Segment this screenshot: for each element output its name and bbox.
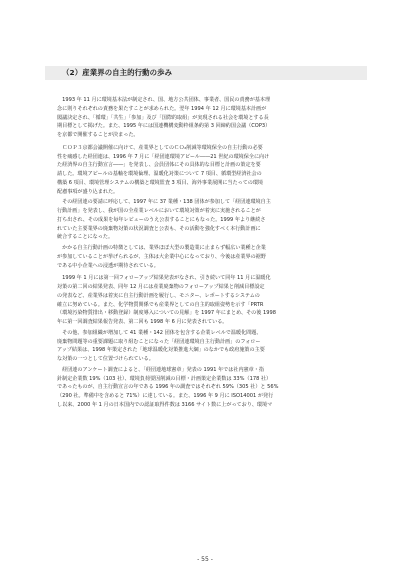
paragraph-line: た経済界の自主行動宣言――」を発表し、会員団体にその具体的な目標と計画の策定を要 — [57, 162, 261, 169]
paragraph — [57, 198, 375, 242]
paragraph-line: 統合することになった。 — [57, 234, 114, 241]
paragraph-line: アップ結果は、1998 年策定された「地球温暖化対策推進大綱」のなかでも政府施策の主要 — [57, 347, 265, 354]
paragraph — [57, 144, 375, 197]
paragraph-line: ＣＯＰ３京都会議開催に向けて、産業界としてのＣＯ₂削減等環境保全の自主行動の必要 — [57, 144, 263, 151]
paragraph-line: 針制定企業数 19%（103 社）、環境負荷要因削減の目標・計画策定企業数は 33%（178 社） — [57, 375, 272, 382]
paragraph-line: 閣議決定され、「循環」「共生」「参加」及び「国際的取組」が実現される社会を環境とする長 — [57, 114, 269, 121]
paragraph — [57, 96, 375, 140]
paragraph — [57, 274, 375, 327]
document-body — [57, 96, 375, 410]
paragraph-line: が参加していることが挙げられるが、主体は大企業中心になっており、今後は産業界の裾野 — [57, 253, 266, 260]
paragraph-line: である中小企業への浸透が期待されている。 — [57, 262, 159, 269]
paragraph — [57, 244, 375, 270]
paragraph-line: であったものが、自主行動宣言の年である 1996 年の調査ではそれぞれ 59%（305 社）と 56% — [57, 384, 279, 391]
paragraph-line: （環境汚染物質排出・移動登録）制度導入についての見解」を 1997 年にまとめ、その後 1998 — [57, 310, 276, 317]
paragraph — [57, 329, 375, 364]
paragraph-line: れていた主要業界の廃棄物対策の状況調査と公表も、その活動を強化すべく本行動計画に — [57, 225, 261, 232]
paragraph-line: を京都で開催することが決まった。 — [57, 132, 139, 138]
paragraph-line: 構築 6 項目、環境管理システムの構築と環境監査 3 項目、海外事業展開に当たっての環境 — [57, 179, 264, 186]
paragraph-line: （290 社。準備中を含めると 71%）に達している。また、1996 年 9 月に ISO14001 が発行 — [57, 393, 274, 399]
paragraph-line: その他、参加組織が増加して 41 業種・142 団体を包含する企業レベルで温暖化問題、 — [57, 329, 262, 336]
paragraph-line: 行動計画」を発表し、我が国の全産業レベルにおいて環境対策が着実に実施されることが — [57, 208, 261, 214]
paragraph-line: 1993 年 11 月に環境基本法が制定され、国、地方公共団体、事業者、国民の責務が基本理 — [57, 97, 271, 103]
paragraph-line: 請した。環境アピールの基軸を環境倫理、温暖化対策について 7 項目、循環型経済社会の — [57, 171, 262, 177]
page-number: - 55 - — [197, 556, 213, 563]
paragraph-line: 期目標として掲げた。また、1995 年には国連機構変動枠組条約第 3 回締約国会議（COP3） — [57, 123, 271, 130]
paragraph-line: 配慮事項が盛り込まれた。 — [57, 188, 119, 195]
paragraph-line: な対策の一つとして位置づけられている。 — [57, 356, 154, 362]
paragraph-line: 性を痛感した経団連は、1996 年 7 月に「経団連環境アピール――21 世紀の環境保全に向け — [57, 153, 270, 160]
paragraph-line: 経団連のアンケート調査によると、「経団連地球憲章」発表の 1991 年では社内憲章・指 — [57, 366, 264, 373]
paragraph-line: 年に第一回調査結果報告発表、第二回も 1998 年 6 月に発表されている。 — [57, 319, 228, 325]
paragraph-line: の発表など、産業界は着実に自主行動計画を履行し、モニター、レポートするシステムの — [57, 292, 260, 299]
paragraph-line: 念に則りそれぞれの責務を果たすことが求められた。翌年 1994 年 12 月に環境基本計画が — [57, 105, 267, 112]
paragraph — [57, 366, 375, 410]
paragraph-line: その経団連の要請に呼応して、1997 年に 37 業種・138 団体が参加して「経団連環境自主 — [57, 199, 271, 206]
paragraph-line: 確立に努めている。また、化学物質関係でも産業界としての自主的取組姿勢を示す「PRTR — [57, 301, 264, 308]
paragraph-line: 1999 年 1 月には第一回フォローアップ結果発表がなされ、引き続いて同年 11 月に温暖化 — [57, 275, 271, 282]
paragraph-line: 廃棄物問題等の重要課題に取り組むことになった「経団連環境自主行動計画」のフォロー — [57, 338, 261, 345]
paragraph-line: 対策の第二回の結果発表、同年 12 月には産業廃棄物のフォローアップ結果と削減目標設定 — [57, 284, 265, 290]
paragraph-line: 打ち出され、その成果を毎年レビューのうえ公表することにもなった。1999 年より継続さ — [57, 216, 266, 223]
paragraph-line: し以来、2000 年 1 月の日本国内での認証取得件数は 3166 サイト数に上がっており、環境マ — [57, 401, 273, 408]
section-heading: （2）産業界の自主的行動の歩み — [62, 68, 173, 77]
paragraph-line: かかる自主行動計画の特徴としては、業界ほぼ大型の製造業に止まらず幅広い業種と企業 — [57, 245, 266, 251]
